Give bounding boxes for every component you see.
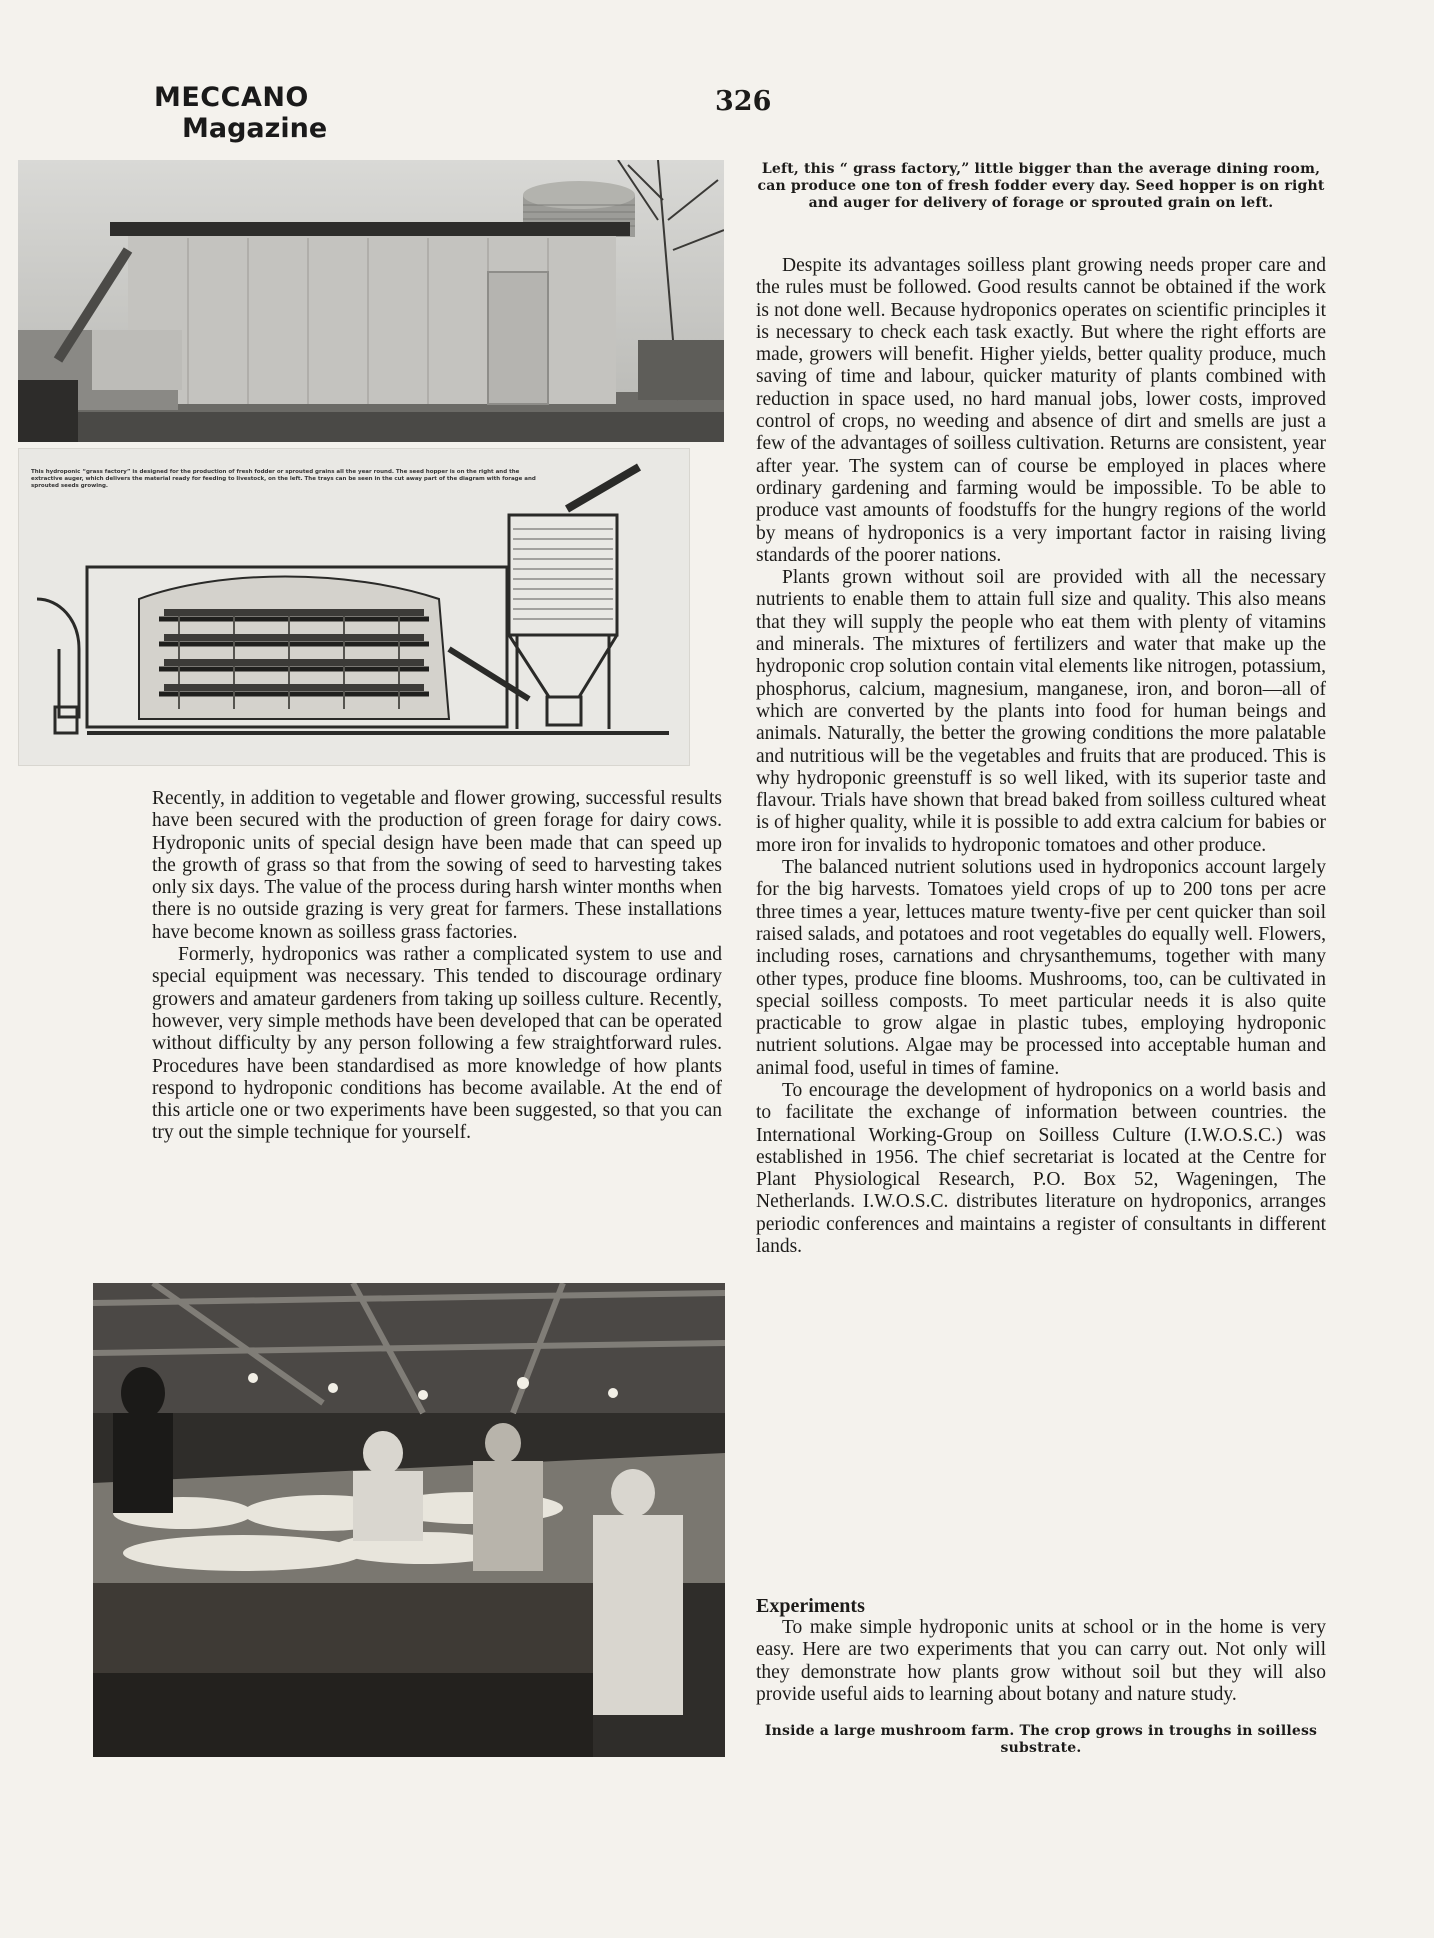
diagram-caption: This hydroponic “grass factory” is designed for the production of fresh fodder or sprouted grains all the year round. The seed hopper is on the right and the extractive auger, which delivers the material ready for feeding to livestock, on the left. The trays can be seen in the cut away part of the diagram with forage and sprouted seeds growing. (31, 469, 536, 489)
right-paragraph: The balanced nutrient solutions used in hydroponics account largely for the big harvests. Tomatoes yield crops of up to 200 tons per acre three times a year, lettuces mature twenty-five per cent quicker than soil raised salads, and potatoes and root vegetables do equally well. Flowers, including roses, carnations and chrysanthemums, together with many other types, produce fine blooms. Mushrooms, too, can be cultivated in special soilless composts. To meet particular needs it is also quite practicable to grow algae in plastic tubes, employing hydroponic nutrient solutions. Algae may be processed into acceptable human and animal food, useful in times of famine. (756, 857, 1326, 1079)
right-paragraph: To encourage the development of hydroponics on a world basis and to facilitate the exchange of information between countries. the International Working-Group on Soilless Culture (I.W.O.S.C.) was established in 1956. The chief secretariat is located at the Centre for Plant Physiological Research, P.O. Box 52, Wageningen, The Netherlands. I.W.O.S.C. distributes literature on hydroponics, arranges periodic conferences and maintains a register of consultants in different lands. (756, 1079, 1326, 1258)
grass-factory-caption: Left, this “ grass factory,” little bigger than the average dining room, can produce one ton of fresh fodder every day. Seed hopper is on right and auger for delivery of forage or sprouted grain on left. (757, 161, 1325, 211)
right-paragraph: Despite its advantages soilless plant growing needs proper care and the rules must be followed. Good results cannot be obtained if the work is not done well. Because hydroponics operates on scientific principles it is necessary to check each task exactly. But where the right efforts are made, growers will benefit. Higher yields, better quality produce, much saving of time and labour, quicker maturity of plants combined with reduction in space used, no hard manual jobs, lower costs, improved control of crops, no weeding and absence of dirt and smells are just a few of the advantages of soilless cultivation. Returns are consistent, year after year. The system can of course be employed in places where ordinary gardening and farming would be impossible. To be able to produce vast amounts of foodstuffs for the hungry regions of the world by means of hydroponics is a very important factor in raising living standards of the poorer nations. (756, 255, 1326, 566)
experiments-section (756, 1595, 1326, 1706)
cutaway-drawing (19, 449, 689, 765)
right-column (756, 255, 1326, 1258)
masthead-line1: MECCANO (154, 82, 309, 113)
grass-factory-diagram (18, 448, 690, 766)
left-paragraph: Formerly, hydroponics was rather a complicated system to use and special equipment was necessary. This tended to discourage ordinary growers and amateur gardeners from taking up soilless culture. Recently, however, very simple methods have been developed that can be operated without difficulty by any person following a few straightforward rules. Procedures have been standardised as more knowledge of how plants respond to hydroponic conditions has become available. At the end of this article one or two experiments have been suggested, so that you can try out the simple technique for yourself. (152, 944, 722, 1144)
left-paragraph: Recently, in addition to vegetable and flower growing, successful results have been secured with the production of green forage for dairy cows. Hydroponic units of special design have been made that can speed up the growth of grass so that from the sowing of seed to harvesting takes only six days. The value of the process during harsh winter months when there is no outside grazing is very great for farmers. These installations have become known as soilless grass factories. (152, 788, 722, 943)
mushroom-farm-drawing (93, 1283, 725, 1757)
mushroom-farm-photo (93, 1283, 725, 1757)
masthead-line2: Magazine (182, 113, 328, 144)
page-number: 326 (715, 86, 772, 117)
left-column (152, 788, 722, 1145)
grass-factory-photo-drawing (18, 160, 724, 442)
grass-factory-photo (18, 160, 724, 442)
mushroom-farm-caption: Inside a large mushroom farm. The crop grows in troughs in soilless substrate. (764, 1723, 1318, 1756)
right-paragraph: Plants grown without soil are provided with all the necessary nutrients to enable them to attain full size and quality. This also means that they will supply the people who eat them with plenty of vitamins and minerals. The mixtures of fertilizers and water that make up the hydroponic crop solution contain vital elements like nitrogen, potassium, phosphorus, calcium, magnesium, manganese, iron, and boron—all of which are converted by the plants into food for human beings and animals. Naturally, the better the growing conditions the more palatable and nutritious will be the vegetables and fruits that are produced. This is why hydroponic greenstuff is so well liked, with its superior taste and flavour. Trials have shown that bread baked from soilless cultured wheat is of higher quality, while it is possible to add extra calcium for babies or more iron for invalids to hydroponic tomatoes and other produce. (756, 567, 1326, 856)
masthead (154, 84, 327, 142)
experiments-paragraph: To make simple hydroponic units at school or in the home is very easy. Here are two experiments that you can carry out. Not only will they demonstrate how plants grow without soil but they will also provide useful aids to learning about botany and nature study. (756, 1617, 1326, 1705)
experiments-heading: Experiments (756, 1595, 865, 1617)
